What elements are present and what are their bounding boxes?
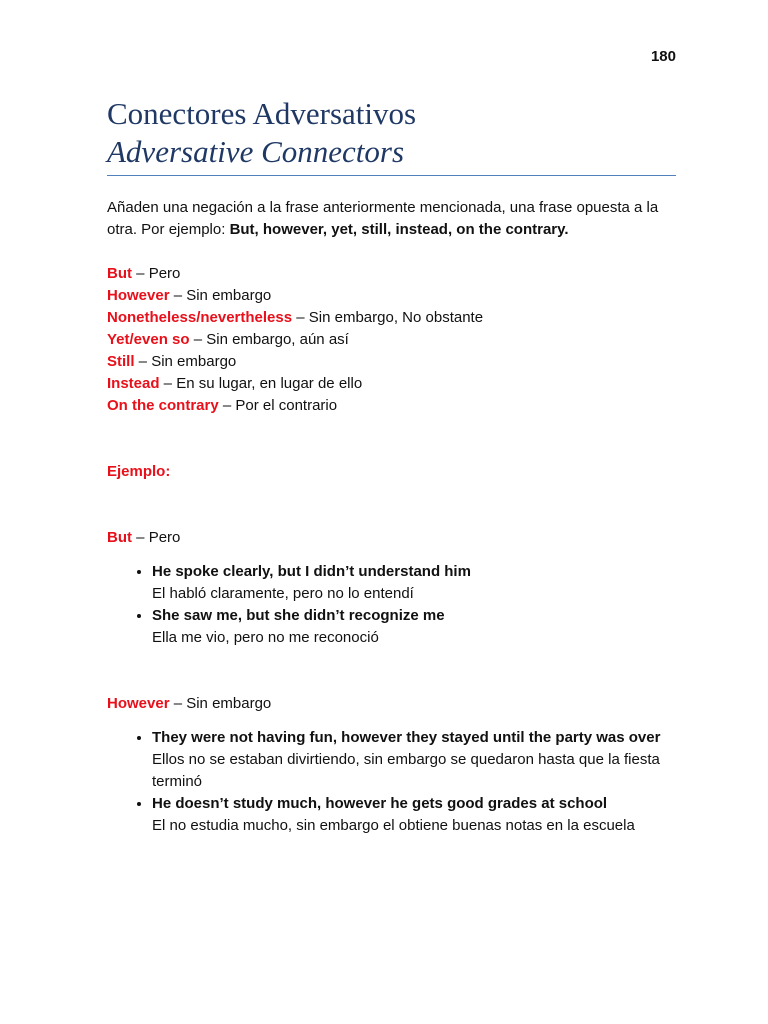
definition-term: But bbox=[107, 265, 132, 282]
definition-item bbox=[107, 351, 682, 373]
definition-meaning: Pero bbox=[148, 265, 181, 282]
page-title bbox=[107, 95, 416, 171]
section-meaning: Sin embargo bbox=[186, 695, 272, 712]
intro-paragraph bbox=[107, 197, 682, 241]
definition-item bbox=[107, 285, 682, 307]
definition-item bbox=[107, 395, 682, 417]
example-english: • She saw me, but she didn’t recognize me bbox=[152, 607, 445, 624]
definition-term: Still bbox=[107, 353, 135, 370]
definition-item bbox=[107, 263, 682, 285]
example-spanish: Ella me vio, pero no me reconoció bbox=[152, 629, 379, 646]
definition-meaning: Sin embargo, No obstante bbox=[308, 309, 484, 326]
definition-meaning: Por el contrario bbox=[235, 397, 338, 414]
title-english: Adversative Connectors bbox=[107, 134, 405, 169]
example-spanish: Ellos no se estaban divirtiendo, sin embargo se quedaron hasta que la fiesta terminó bbox=[152, 751, 660, 790]
example-item bbox=[152, 561, 682, 605]
title-divider bbox=[107, 175, 676, 176]
definition-meaning: Sin embargo bbox=[186, 287, 272, 304]
section-term: However bbox=[107, 695, 170, 712]
definition-term: On the contrary bbox=[107, 397, 219, 414]
section-separator: – bbox=[132, 529, 149, 546]
definition-separator: – bbox=[189, 331, 207, 348]
example-english: • He doesn’t study much, however he gets good grades at school bbox=[152, 795, 608, 812]
example-spanish: El habló claramente, pero no lo entendí bbox=[152, 585, 414, 602]
example-spanish: El no estudia mucho, sin embargo el obtiene buenas notas en la escuela bbox=[152, 817, 635, 834]
intro-bold-examples: But, however, yet, still, instead, on the contrary. bbox=[229, 221, 569, 238]
example-item bbox=[152, 793, 682, 837]
definition-item bbox=[107, 373, 682, 395]
section-meaning: Pero bbox=[148, 529, 181, 546]
example-item bbox=[152, 727, 682, 793]
definition-separator: – bbox=[132, 265, 149, 282]
definition-item bbox=[107, 329, 682, 351]
section-separator: – bbox=[169, 695, 187, 712]
definition-term: Yet/even so bbox=[107, 331, 190, 348]
intro-text: Añaden una negación a la frase anteriormente mencionada, una frase opuesta a la otra. Por ejemplo: bbox=[107, 199, 659, 238]
definition-term: Instead bbox=[107, 375, 160, 392]
example-list-but bbox=[107, 561, 682, 649]
ejemplo-heading: Ejemplo: bbox=[107, 463, 171, 480]
definition-item bbox=[107, 307, 682, 329]
definition-separator: – bbox=[134, 353, 152, 370]
definition-term: Nonetheless/nevertheless bbox=[107, 309, 293, 326]
example-english: • They were not having fun, however they stayed until the party was over bbox=[152, 729, 661, 746]
section-heading-but bbox=[107, 527, 682, 549]
definition-meaning: Sin embargo bbox=[151, 353, 237, 370]
page-number: 180 bbox=[650, 48, 676, 65]
title-spanish: Conectores Adversativos bbox=[107, 96, 417, 131]
example-item bbox=[152, 605, 682, 649]
section-heading-however bbox=[107, 693, 682, 715]
example-list-however bbox=[107, 727, 682, 837]
definition-separator: – bbox=[218, 397, 236, 414]
example-english: • He spoke clearly, but I didn’t understand him bbox=[152, 563, 471, 580]
definition-meaning: Sin embargo, aún así bbox=[206, 331, 349, 348]
section-term: But bbox=[107, 529, 132, 546]
definition-meaning: En su lugar, en lugar de ello bbox=[176, 375, 363, 392]
definition-separator: – bbox=[169, 287, 187, 304]
definition-separator: – bbox=[292, 309, 309, 326]
definition-separator: – bbox=[159, 375, 177, 392]
document-body bbox=[107, 197, 682, 837]
definition-term: However bbox=[107, 287, 170, 304]
definitions-list bbox=[107, 263, 682, 417]
